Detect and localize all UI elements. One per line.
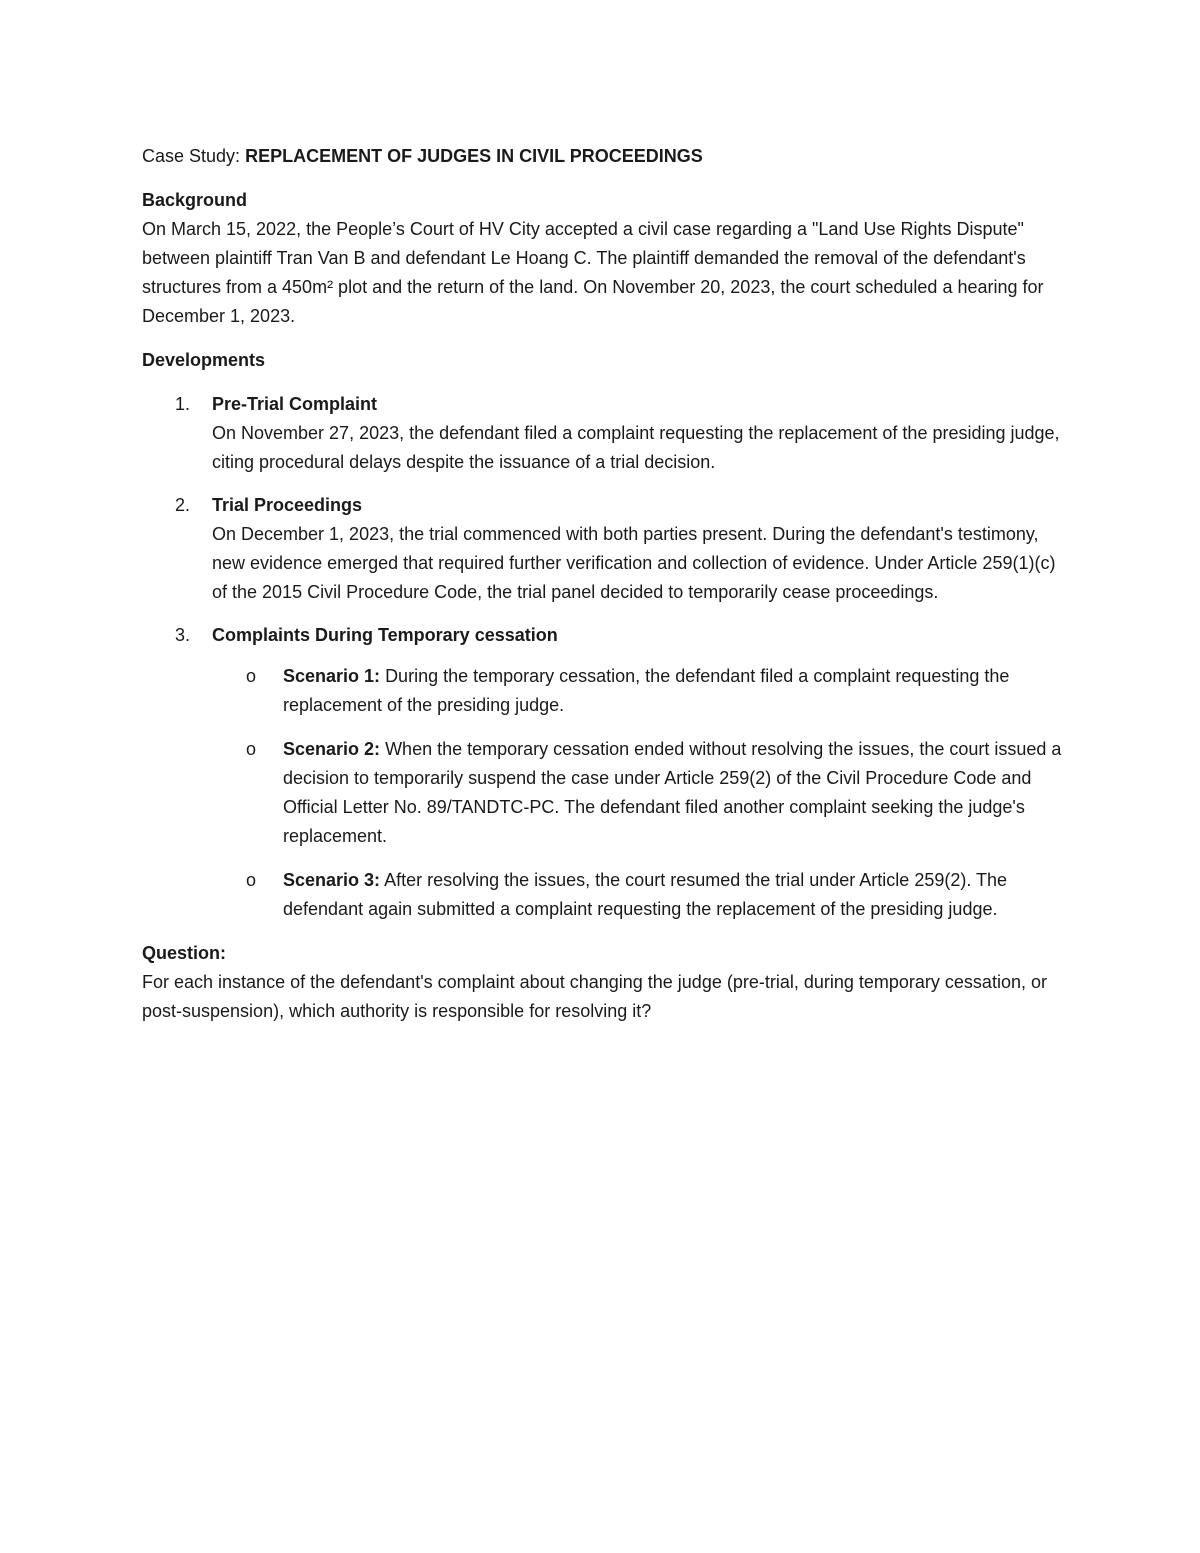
bullet-icon: o [246, 870, 257, 890]
background-text: On March 15, 2022, the People’s Court of HV City accepted a civil case regarding a "Land Use Rights Dispute" between plaintiff Tran Van B and defendant Le Hoang C. The plaintiff demanded the removal of the defendant's structures from a 450m² plot and the return of the land. On November 20, 2023, the court scheduled a hearing for December 1, 2023. [142, 219, 1044, 326]
document-title [142, 142, 1062, 171]
title-main: REPLACEMENT OF JUDGES IN CIVIL PROCEEDINGS [245, 146, 703, 166]
scenario-item [212, 735, 1062, 851]
scenario-text: During the temporary cessation, the defendant filed a complaint requesting the replacement of the presiding judge. [283, 666, 1010, 715]
developments-list [142, 390, 1062, 924]
bullet-icon: o [246, 739, 257, 759]
background-section [142, 186, 1062, 331]
document-page [142, 142, 1062, 1041]
item-number: 3. [175, 625, 191, 645]
background-heading: Background [142, 190, 248, 210]
development-item [142, 621, 1062, 924]
item-number: 1. [175, 394, 191, 414]
item-title: Pre-Trial Complaint [212, 394, 378, 414]
question-text: For each instance of the defendant's complaint about changing the judge (pre-trial, during temporary cessation, or post-suspension), which authority is responsible for resolving it? [142, 972, 1047, 1021]
development-item [142, 491, 1062, 607]
scenario-text: When the temporary cessation ended without resolving the issues, the court issued a decision to temporarily suspend the case under Article 259(2) of the Civil Procedure Code and Official Letter No. 89/TANDTC-PC. The defendant filed another complaint seeking the judge's replacement. [283, 739, 1062, 846]
item-text: On November 27, 2023, the defendant filed a complaint requesting the replacement of the presiding judge, citing procedural delays despite the issuance of a trial decision. [212, 423, 1060, 472]
question-section [142, 939, 1062, 1026]
scenario-text: After resolving the issues, the court resumed the trial under Article 259(2). The defendant again submitted a complaint requesting the replacement of the presiding judge. [283, 870, 1008, 919]
scenario-label: Scenario 2: [283, 739, 381, 759]
scenario-item [212, 662, 1062, 720]
developments-section [142, 346, 1062, 924]
bullet-icon: o [246, 666, 257, 686]
item-title: Complaints During Temporary cessation [212, 625, 558, 645]
question-heading: Question: [142, 943, 226, 963]
item-title: Trial Proceedings [212, 495, 363, 515]
scenario-label: Scenario 1: [283, 666, 381, 686]
developments-heading: Developments [142, 350, 266, 370]
item-number: 2. [175, 495, 191, 515]
development-item [142, 390, 1062, 477]
item-text: On December 1, 2023, the trial commenced with both parties present. During the defendant's testimony, new evidence emerged that required further verification and collection of evidence. Under Article 259(1)(c) of the 2015 Civil Procedure Code, the trial panel decided to temporarily cease proceedings. [212, 524, 1056, 602]
scenario-item [212, 866, 1062, 924]
title-prefix: Case Study: [142, 146, 241, 166]
scenario-list [212, 662, 1062, 924]
scenario-label: Scenario 3: [283, 870, 381, 890]
